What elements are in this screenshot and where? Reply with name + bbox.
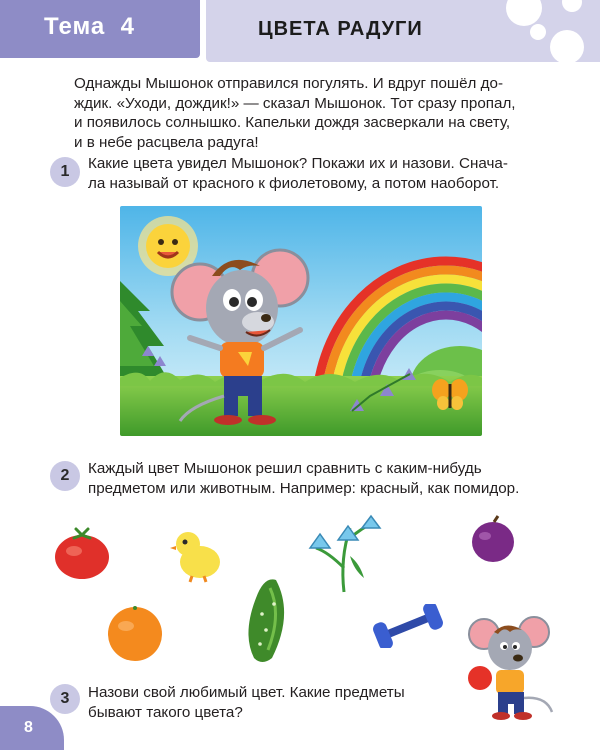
dumbbell-image (368, 604, 448, 648)
decorative-bubble (550, 30, 584, 64)
intro-line: ждик. «Уходи, дождик!» — сказал Мышонок. Тот сразу пропал, (74, 94, 516, 112)
topic-tab (0, 0, 200, 58)
task-line: Назови свой любимый цвет. Какие предметы (88, 684, 405, 701)
task-3-text (88, 683, 405, 722)
intro-line: и появилось солнышко. Капельки дождя засверкали на свету, (74, 114, 511, 131)
mouse-rainbow-scene (120, 206, 482, 436)
task-1-text (88, 154, 508, 193)
task-line: Какие цвета увидел Мышонок? Покажи их и назови. Снача- (88, 155, 508, 172)
mouse-with-ball-image (466, 612, 556, 722)
cucumber-image (240, 574, 294, 666)
decorative-bubble (562, 0, 582, 12)
page-title: ЦВЕТА РАДУГИ (258, 18, 423, 40)
task-line: бывают такого цвета? (88, 703, 243, 721)
orange-image (106, 602, 164, 662)
page-header (0, 0, 600, 62)
task-number-badge: 3 (50, 684, 80, 714)
task-line: ла называй от красного к фиолетовому, а потом наоборот. (88, 174, 500, 192)
bluebell-flower-image (304, 508, 382, 594)
plum-image (470, 514, 516, 564)
task-number-badge: 2 (50, 461, 80, 491)
topic-label: Тема 4 (44, 13, 135, 40)
decorative-bubble (506, 0, 542, 26)
intro-line: и в небе расцвела радуга! (74, 133, 259, 151)
task-line: предметом или животным. Например: красный, как помидор. (88, 479, 520, 497)
task-line: Каждый цвет Мышонок решил сравнить с каким-нибудь (88, 460, 482, 477)
decorative-bubble (530, 24, 546, 40)
intro-paragraph (74, 74, 564, 152)
page-number: 8 (24, 719, 33, 736)
task-2-text (88, 459, 519, 498)
intro-line: Однажды Мышонок отправился погулять. И вдруг пошёл до- (74, 75, 504, 92)
task-number-badge: 1 (50, 157, 80, 187)
title-bar (206, 0, 600, 62)
chick-image (170, 526, 224, 584)
tomato-image (52, 525, 112, 581)
